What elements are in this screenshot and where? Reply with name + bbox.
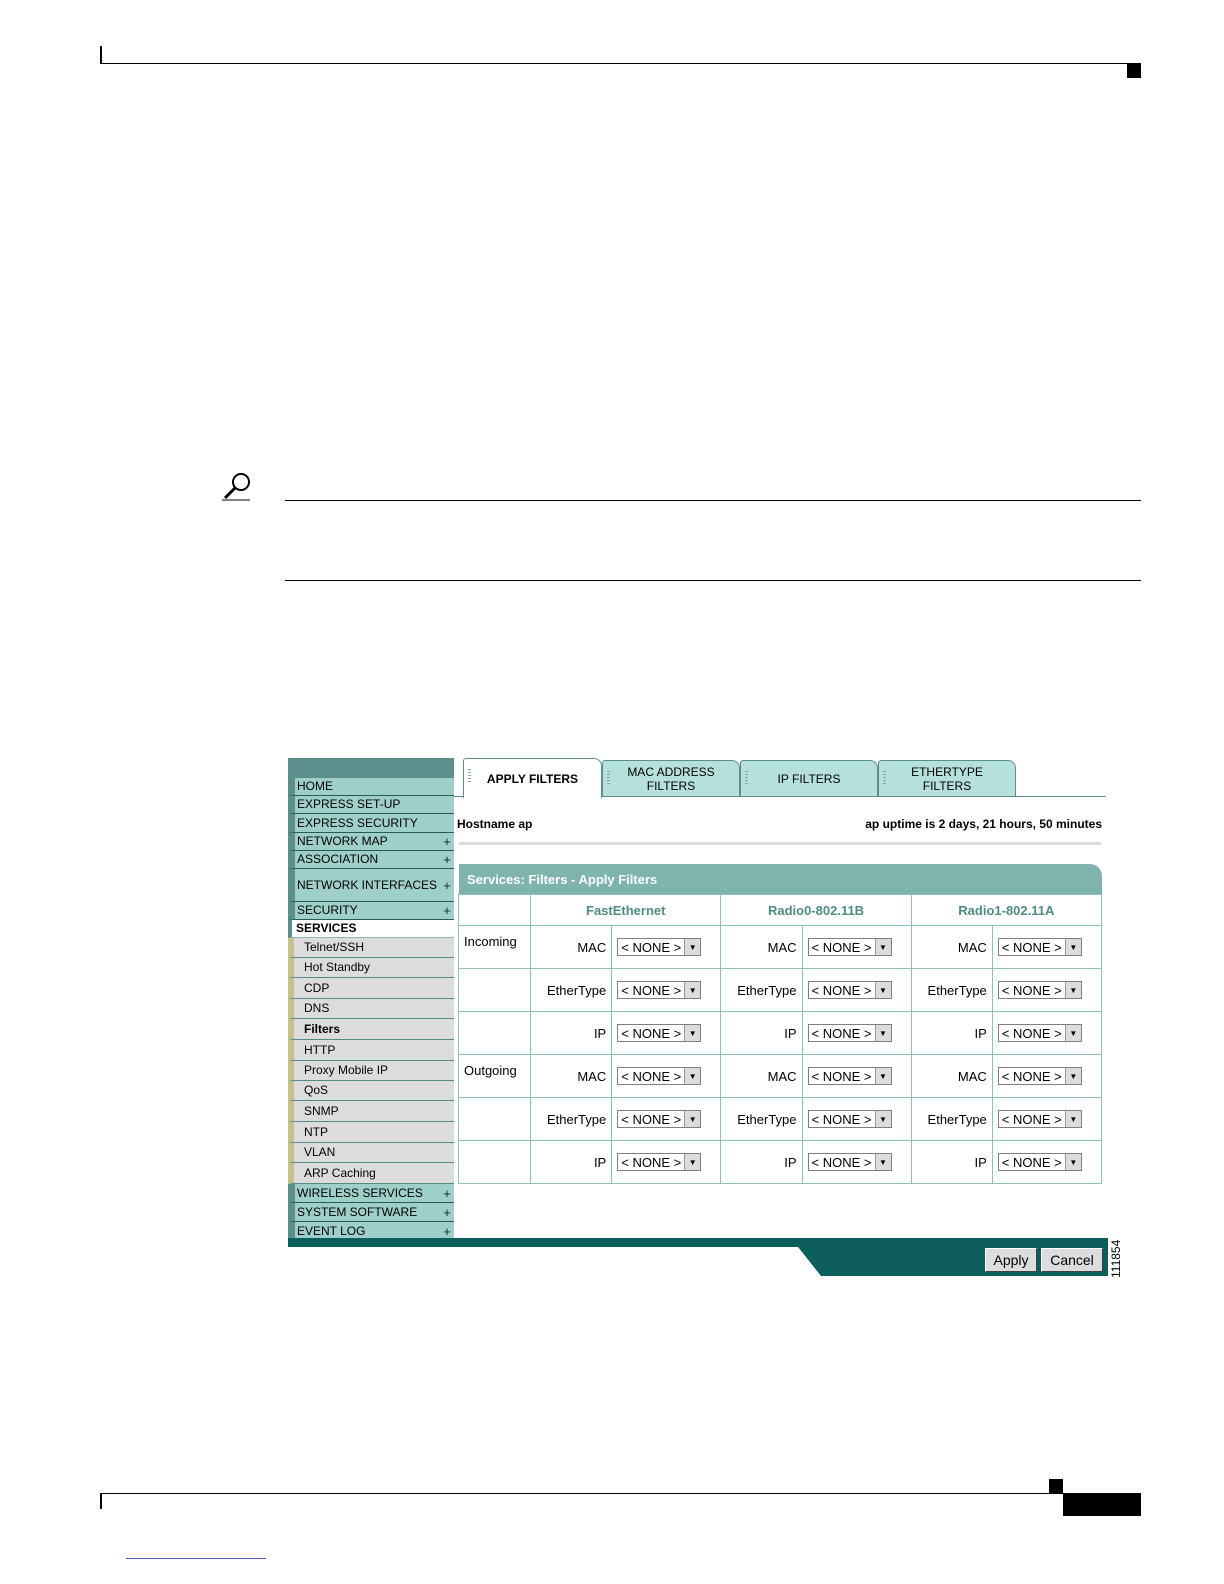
sidebar-item-dns[interactable]: [288, 999, 454, 1019]
select-value: < NONE >: [621, 1068, 682, 1084]
sidebar-item-snmp[interactable]: [288, 1101, 454, 1122]
expand-plus-icon[interactable]: +: [443, 1223, 451, 1239]
select-value: < NONE >: [621, 982, 682, 998]
select-value: < NONE >: [1001, 1154, 1062, 1170]
dropdown-arrow-icon[interactable]: ▼: [875, 1025, 891, 1041]
dropdown-arrow-icon[interactable]: ▼: [684, 1111, 700, 1127]
hostname-label: Hostname ap: [457, 817, 533, 831]
filter-select[interactable]: [808, 1153, 892, 1171]
filter-type-label: IP: [911, 1012, 992, 1055]
sidebar-item-qos[interactable]: [288, 1081, 454, 1101]
filter-select-cell: [992, 1055, 1101, 1098]
filter-select-cell: [612, 1141, 721, 1184]
filter-select-cell: [802, 1141, 911, 1184]
sidebar-item-network-interfaces[interactable]: [288, 869, 454, 902]
sidebar-item-http[interactable]: [288, 1040, 454, 1061]
sidebar-item-label: Proxy Mobile IP: [304, 1063, 389, 1077]
sidebar-item-hot-standby[interactable]: [288, 958, 454, 978]
uptime-label: ap uptime is 2 days, 21 hours, 50 minutes: [865, 817, 1102, 831]
footer-tick: [100, 1493, 102, 1509]
expand-plus-icon[interactable]: +: [443, 1204, 451, 1220]
header-rule: [100, 63, 1141, 64]
sidebar-header: [288, 758, 454, 778]
cancel-button[interactable]: Cancel: [1041, 1248, 1103, 1272]
sidebar-item-express-set-up[interactable]: [288, 796, 454, 814]
filter-type-label: IP: [531, 1012, 612, 1055]
dropdown-arrow-icon[interactable]: ▼: [1065, 982, 1081, 998]
sidebar-item-label: SYSTEM SOFTWARE: [297, 1204, 418, 1219]
filter-select-cell: [992, 1141, 1101, 1184]
filter-select[interactable]: [998, 981, 1082, 999]
filter-type-label: EtherType: [531, 969, 612, 1012]
sidebar-item-label: SNMP: [304, 1103, 339, 1118]
select-value: < NONE >: [811, 1068, 872, 1084]
filter-select[interactable]: [617, 1024, 701, 1042]
filter-select[interactable]: [808, 1110, 892, 1128]
filter-select[interactable]: [998, 1153, 1082, 1171]
tab-ip-filters[interactable]: IP FILTERS: [740, 760, 878, 796]
sidebar-item-system-software[interactable]: [288, 1203, 454, 1222]
sidebar-item-label: ASSOCIATION: [297, 852, 379, 866]
dropdown-arrow-icon[interactable]: ▼: [1065, 1154, 1081, 1170]
column-header: Radio1-802.11A: [911, 895, 1101, 926]
select-value: < NONE >: [811, 1111, 872, 1127]
dropdown-arrow-icon[interactable]: ▼: [1065, 1025, 1081, 1041]
filter-select-cell: [802, 969, 911, 1012]
footer-marker: [1049, 1479, 1063, 1493]
expand-plus-icon[interactable]: +: [443, 877, 451, 893]
filter-type-label: MAC: [531, 1055, 612, 1098]
filter-select[interactable]: [617, 1110, 701, 1128]
dropdown-arrow-icon[interactable]: ▼: [875, 1068, 891, 1084]
direction-cell: [459, 1141, 531, 1184]
select-value: < NONE >: [811, 1025, 872, 1041]
filter-type-label: EtherType: [911, 1098, 992, 1141]
tab-ethertype-filters[interactable]: ETHERTYPE FILTERS: [878, 760, 1016, 796]
direction-cell: Outgoing: [459, 1055, 531, 1098]
expand-plus-icon[interactable]: +: [443, 834, 451, 849]
sidebar-item-label: DNS: [304, 1001, 330, 1015]
select-value: < NONE >: [811, 1154, 872, 1170]
dropdown-arrow-icon[interactable]: ▼: [875, 982, 891, 998]
filter-type-label: MAC: [911, 926, 992, 969]
sidebar-item-vlan[interactable]: [288, 1143, 454, 1163]
sidebar-item-label: WIRELESS SERVICES: [297, 1185, 423, 1200]
apply-button[interactable]: Apply: [985, 1248, 1037, 1272]
sidebar-item-label: ARP Caching: [304, 1165, 376, 1180]
filter-select-cell: [612, 926, 721, 969]
select-value: < NONE >: [621, 1111, 682, 1127]
tab-apply-filters[interactable]: APPLY FILTERS: [463, 758, 602, 798]
apply-filters-table: [458, 894, 1102, 1184]
select-value: < NONE >: [621, 1154, 682, 1170]
header-separator: [459, 842, 1101, 845]
sidebar-item-network-map[interactable]: [288, 833, 454, 851]
sidebar-item-label: HOME: [297, 779, 333, 793]
filter-select[interactable]: [808, 1067, 892, 1085]
filter-select[interactable]: [998, 1110, 1082, 1128]
tip-rule-bottom: [285, 580, 1141, 581]
dropdown-arrow-icon[interactable]: ▼: [875, 1154, 891, 1170]
dropdown-arrow-icon[interactable]: ▼: [875, 1111, 891, 1127]
filter-type-label: MAC: [721, 1055, 802, 1098]
tip-magnifier-icon: [220, 470, 254, 502]
dropdown-arrow-icon[interactable]: ▼: [684, 982, 700, 998]
sidebar-item-label: EXPRESS SECURITY: [297, 815, 418, 830]
filter-type-label: EtherType: [721, 969, 802, 1012]
header-tick: [100, 46, 102, 64]
table-row: [459, 1012, 1102, 1055]
sidebar-item-label: SERVICES: [296, 921, 357, 935]
sidebar-item-label: NTP: [304, 1124, 328, 1139]
dropdown-arrow-icon[interactable]: ▼: [1065, 1111, 1081, 1127]
sidebar-item-label: Hot Standby: [304, 960, 371, 974]
filter-select-cell: [992, 1098, 1101, 1141]
sidebar-item-label: QoS: [304, 1083, 329, 1097]
sidebar-item-arp-caching[interactable]: [288, 1163, 454, 1184]
direction-cell: [459, 1012, 531, 1055]
tip-rule-top: [285, 500, 1141, 501]
sidebar-item-label: VLAN: [304, 1145, 336, 1159]
dropdown-arrow-icon[interactable]: ▼: [1065, 939, 1081, 955]
filter-type-label: MAC: [531, 926, 612, 969]
filter-select[interactable]: [998, 1067, 1082, 1085]
sidebar-item-filters[interactable]: [288, 1019, 454, 1040]
filter-type-label: EtherType: [721, 1098, 802, 1141]
sidebar-item-label: Telnet/SSH: [304, 940, 365, 954]
select-value: < NONE >: [1001, 939, 1062, 955]
sidebar-item-telnet-ssh[interactable]: [288, 938, 454, 958]
select-value: < NONE >: [1001, 1025, 1062, 1041]
sidebar-item-proxy-mobile-ip[interactable]: [288, 1061, 454, 1081]
select-value: < NONE >: [621, 1025, 682, 1041]
select-value: < NONE >: [1001, 1111, 1062, 1127]
footer-link-rule: [126, 1558, 266, 1559]
filter-select[interactable]: [998, 938, 1082, 956]
filter-select[interactable]: [808, 1024, 892, 1042]
filter-type-label: MAC: [911, 1055, 992, 1098]
table-row: [459, 1055, 1102, 1098]
filter-type-label: MAC: [721, 926, 802, 969]
sidebar-item-cdp[interactable]: [288, 978, 454, 999]
expand-plus-icon[interactable]: +: [443, 903, 451, 918]
sidebar-item-home[interactable]: [288, 778, 454, 796]
expand-plus-icon[interactable]: +: [443, 1185, 451, 1201]
direction-cell: Incoming: [459, 926, 531, 969]
sidebar-item-wireless-services[interactable]: [288, 1184, 454, 1203]
filter-select-cell: [992, 1012, 1101, 1055]
dropdown-arrow-icon[interactable]: ▼: [1065, 1068, 1081, 1084]
screenshot-figure: [288, 758, 1108, 1278]
sidebar-item-services[interactable]: [288, 920, 454, 938]
filter-select-cell: [612, 969, 721, 1012]
sidebar-item-label: EVENT LOG: [297, 1223, 366, 1238]
dropdown-arrow-icon[interactable]: ▼: [684, 939, 700, 955]
column-header: FastEthernet: [531, 895, 721, 926]
table-row: [459, 1098, 1102, 1141]
filter-type-label: IP: [721, 1012, 802, 1055]
sidebar-item-label: NETWORK MAP: [297, 834, 388, 848]
sidebar-item-ntp[interactable]: [288, 1122, 454, 1143]
sidebar-item-label: HTTP: [304, 1042, 336, 1057]
sidebar-item-security[interactable]: [288, 902, 454, 920]
footer-page-box: [1063, 1494, 1141, 1516]
filter-select[interactable]: [617, 938, 701, 956]
sidebar-item-label: CDP: [304, 980, 330, 995]
header-marker: [1127, 64, 1141, 78]
select-value: < NONE >: [811, 939, 872, 955]
filter-select[interactable]: [617, 1067, 701, 1085]
sidebar-item-label: Filters: [304, 1021, 341, 1036]
filter-select[interactable]: [808, 938, 892, 956]
table-row: [459, 1141, 1102, 1184]
table-row: [459, 969, 1102, 1012]
dropdown-arrow-icon[interactable]: ▼: [684, 1025, 700, 1041]
filter-select-cell: [612, 1055, 721, 1098]
filter-select-cell: [612, 1098, 721, 1141]
filter-select-cell: [802, 926, 911, 969]
footer-rule: [100, 1493, 1141, 1494]
sidebar-item-label: SECURITY: [297, 903, 358, 917]
filter-select-cell: [992, 969, 1101, 1012]
select-value: < NONE >: [1001, 982, 1062, 998]
filter-select-cell: [992, 926, 1101, 969]
select-value: < NONE >: [621, 939, 682, 955]
direction-cell: [459, 969, 531, 1012]
sidebar-item-label: EXPRESS SET-UP: [297, 797, 401, 811]
filter-select[interactable]: [617, 1153, 701, 1171]
select-value: < NONE >: [811, 982, 872, 998]
filter-select-cell: [802, 1012, 911, 1055]
filter-select-cell: [612, 1012, 721, 1055]
filter-select-cell: [802, 1055, 911, 1098]
dropdown-arrow-icon[interactable]: ▼: [875, 939, 891, 955]
figure-number: 111854: [1109, 1239, 1123, 1278]
expand-plus-icon[interactable]: +: [443, 852, 451, 867]
panel-title: Services: Filters - Apply Filters: [459, 864, 1102, 894]
filter-type-label: IP: [721, 1141, 802, 1184]
filter-select[interactable]: [617, 981, 701, 999]
dropdown-arrow-icon[interactable]: ▼: [684, 1068, 700, 1084]
table-row: [459, 926, 1102, 969]
filter-select-cell: [802, 1098, 911, 1141]
filter-select[interactable]: [998, 1024, 1082, 1042]
sidebar-item-association[interactable]: [288, 851, 454, 869]
tab-mac-address-filters[interactable]: MAC ADDRESS FILTERS: [602, 760, 740, 796]
sidebar-item-express-security[interactable]: [288, 814, 454, 833]
dropdown-arrow-icon[interactable]: ▼: [684, 1154, 700, 1170]
filter-type-label: EtherType: [911, 969, 992, 1012]
filter-type-label: IP: [531, 1141, 612, 1184]
filter-type-label: EtherType: [531, 1098, 612, 1141]
direction-cell: [459, 1098, 531, 1141]
column-header: Radio0-802.11B: [721, 895, 911, 926]
filter-type-label: IP: [911, 1141, 992, 1184]
sidebar-item-label: NETWORK INTERFACES: [297, 877, 438, 892]
select-value: < NONE >: [1001, 1068, 1062, 1084]
corner-cell: [459, 895, 531, 926]
filter-select[interactable]: [808, 981, 892, 999]
